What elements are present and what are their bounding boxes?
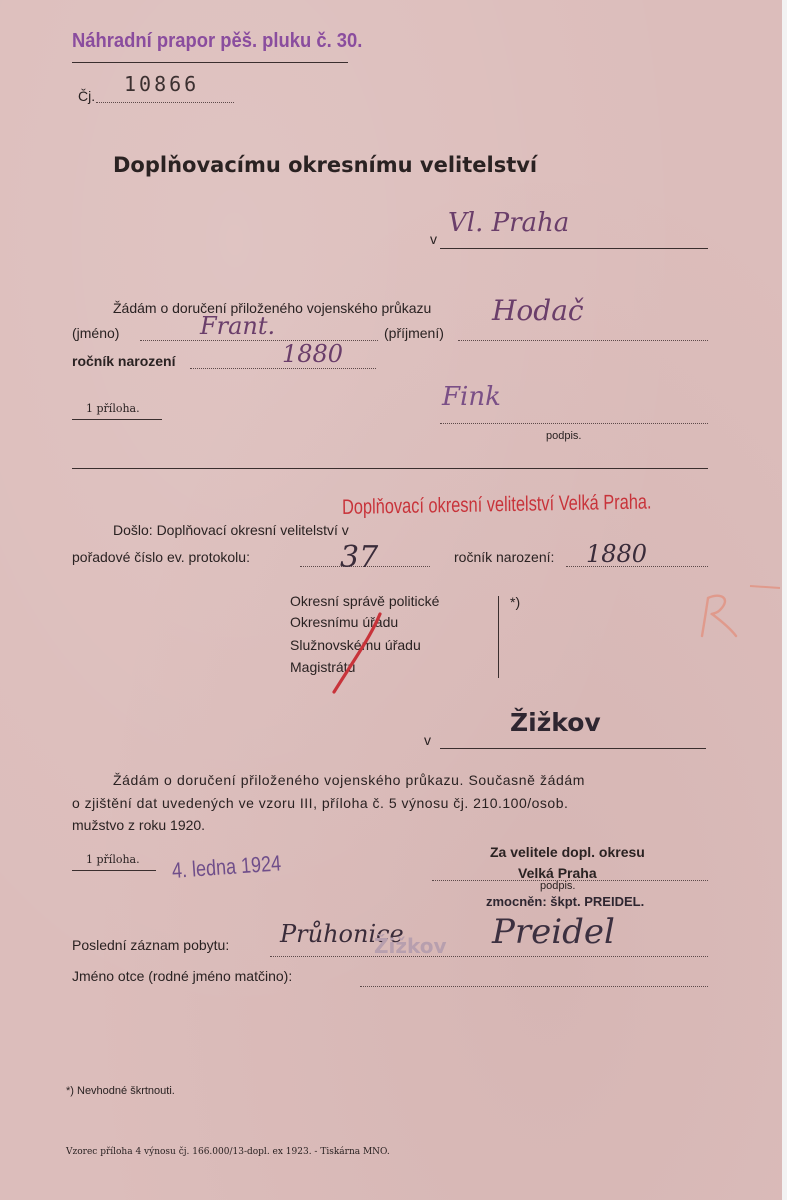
red-strike-mark	[322, 608, 392, 698]
ref-number: 10866	[124, 72, 200, 96]
receipt-place: Žižkov	[510, 708, 601, 737]
unit-underline	[72, 62, 348, 63]
proxy-stamp: zmocněn: škpt. PREIDEL.	[486, 894, 645, 909]
residence-stamp: Žižkov	[374, 934, 447, 958]
surname-label: (příjmení)	[384, 325, 444, 341]
ref-label: Čj.	[78, 88, 96, 104]
receipt-place-line	[440, 748, 706, 749]
protocol-label: pořadové číslo ev. protokolu:	[72, 549, 250, 565]
commander-signature: Preidel	[492, 912, 615, 952]
birth-year-dotted-line	[190, 368, 376, 369]
birth-year-handwritten: 1880	[282, 340, 344, 368]
receipt-birth-year: 1880	[586, 540, 648, 568]
unit-stamp: Náhradní prapor pěš. pluku č. 30.	[72, 30, 363, 52]
signature-label-2: podpis.	[540, 880, 576, 892]
office-option-2: Okresnímu úřadu	[290, 614, 399, 630]
addressee-place: Vl. Praha	[448, 208, 570, 238]
office-option-4: Magistrátu	[290, 659, 356, 675]
paragraph-line-2: o zjištění dat uvedených ve vzoru III, příloha č. 5 výnosu čj. 210.100/osob.	[72, 795, 569, 811]
paragraph-line-3: mužstvo z roku 1920.	[72, 817, 206, 833]
attachment-label-1: 1 příloha.	[86, 402, 140, 415]
attachment-label-2: 1 příloha.	[86, 853, 140, 866]
attachment-line-2	[72, 870, 156, 871]
ref-dotted-line	[96, 102, 234, 103]
office-option-3: Služnovskému úřadu	[290, 637, 421, 653]
commander-label: Za velitele dopl. okresu	[490, 844, 645, 860]
section-divider	[72, 468, 708, 469]
received-label: Došlo: Doplňovací okresní velitelství v	[113, 522, 349, 538]
last-residence-dotted-line	[270, 956, 708, 957]
date-stamp: 4. ledna 1924	[171, 850, 282, 883]
father-name-label: Jméno otce (rodné jméno matčino):	[72, 968, 293, 984]
commander-district: Velká Praha	[518, 865, 597, 881]
command-stamp: Doplňovací okresní velitelství Velká Praha.	[341, 490, 652, 519]
request-text: Žádám o doručení přiloženého vojenského průkazu	[113, 300, 432, 316]
last-residence-label: Poslední záznam pobytu:	[72, 937, 230, 953]
v-label-1: v	[430, 231, 437, 247]
father-name-dotted-line	[360, 986, 708, 987]
page-title: Doplňovacímu okresnímu velitelství	[113, 153, 538, 177]
footnote: *) Nevhodné škrtnouti.	[66, 1085, 175, 1097]
last-residence-handwritten: Průhonice	[280, 920, 404, 948]
surname-handwritten: Hodač	[492, 294, 584, 327]
signature-label-1: podpis.	[546, 430, 582, 442]
attachment-line-1	[72, 419, 162, 420]
red-initial-mark	[690, 578, 782, 642]
office-brace	[496, 596, 499, 678]
print-imprint: Vzorec příloha 4 výnosu čj. 166.000/13-dopl. ex 1923. - Tiskárna MNO.	[66, 1147, 390, 1157]
name-handwritten: Frant.	[200, 312, 276, 340]
birth-year-label: ročník narození	[72, 353, 176, 369]
name-label: (jméno)	[72, 325, 120, 341]
addressee-line	[440, 248, 708, 249]
paragraph-line-1: Žádám o doručení přiloženého vojenského průkazu. Současně žádám	[113, 772, 586, 788]
signature-1: Fink	[442, 382, 501, 412]
office-footnote-mark: *)	[510, 594, 521, 610]
signature-dotted-line-1	[440, 423, 708, 424]
office-option-1: Okresní správě politické	[290, 593, 440, 609]
protocol-number: 37	[340, 540, 379, 575]
receipt-birth-label: ročník narození:	[454, 549, 555, 565]
v-label-2: v	[424, 732, 431, 748]
surname-dotted-line	[458, 340, 708, 341]
